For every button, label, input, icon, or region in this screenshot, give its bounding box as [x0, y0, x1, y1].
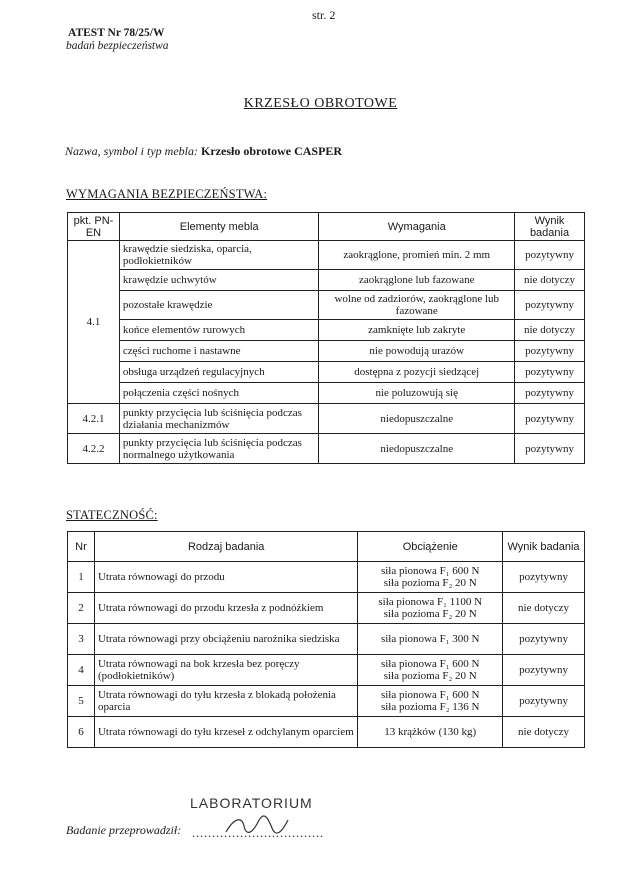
header-elementy: Elementy mebla: [119, 213, 319, 241]
element-cell: krawędzie siedziska, oparcia, podłokietników: [119, 241, 319, 270]
signature: [222, 812, 292, 838]
pkt-number: 4.1: [68, 241, 120, 404]
result-cell: pozytywny: [515, 362, 585, 383]
result-cell: nie dotyczy: [515, 270, 585, 291]
result-cell: pozytywny: [515, 434, 585, 464]
result-cell: pozytywny: [503, 686, 585, 717]
test-type-cell: Utrata równowagi do tyłu krzeseł z odchylanym oparciem: [94, 717, 357, 748]
requirement-cell: nie powodują urazów: [319, 341, 515, 362]
requirement-cell: zamknięte lub zakryte: [319, 320, 515, 341]
test-type-cell: Utrata równowagi do tyłu krzesła z blokadą położenia oparcia: [94, 686, 357, 717]
requirement-cell: nie poluzowują się: [319, 383, 515, 404]
stability-section-title: STATECZNOŚĆ:: [66, 508, 158, 522]
row-number: 3: [68, 624, 95, 655]
test-type-cell: Utrata równowagi do przodu krzesła z podnóżkiem: [94, 593, 357, 624]
atest-number: ATEST Nr 78/25/W: [68, 27, 165, 39]
header-pkt: pkt. PN-EN: [68, 213, 120, 241]
stability-header-row: [68, 532, 585, 562]
table-row: [68, 270, 585, 291]
result-cell: pozytywny: [515, 383, 585, 404]
table-row: [68, 686, 585, 717]
result-cell: pozytywny: [503, 655, 585, 686]
result-cell: pozytywny: [503, 624, 585, 655]
table-row: [68, 320, 585, 341]
product-line: [65, 144, 342, 159]
load-cell: 13 krążków (130 kg): [358, 717, 503, 748]
result-cell: pozytywny: [503, 562, 585, 593]
test-type-cell: Utrata równowagi na bok krzesła bez poręczy (podłokietników): [94, 655, 357, 686]
table-row: [68, 362, 585, 383]
result-cell: nie dotyczy: [515, 320, 585, 341]
table-row: [68, 624, 585, 655]
tested-by-label: Badanie przeprowadził:: [66, 823, 182, 837]
pkt-number: 4.2.1: [68, 404, 120, 434]
result-cell: pozytywny: [515, 291, 585, 320]
stability-table: [67, 531, 585, 748]
row-number: 6: [68, 717, 95, 748]
safety-section-title: WYMAGANIA BEZPIECZEŃSTWA:: [66, 187, 268, 201]
requirement-cell: zaokrąglone lub fazowane: [319, 270, 515, 291]
safety-table: [67, 212, 585, 464]
header-rodzaj: Rodzaj badania: [94, 532, 357, 562]
table-row: [68, 434, 585, 464]
result-cell: pozytywny: [515, 404, 585, 434]
result-cell: nie dotyczy: [503, 717, 585, 748]
load-cell: siła pionowa F₁ 600 N siła pozioma F₂ 136 N: [358, 686, 503, 717]
load-cell: siła pionowa F₁ 300 N: [358, 624, 503, 655]
header-wynik: Wynik badania: [515, 213, 585, 241]
element-cell: krawędzie uchwytów: [119, 270, 319, 291]
element-cell: pozostałe krawędzie: [119, 291, 319, 320]
header-nr: Nr: [68, 532, 95, 562]
table-row: [68, 291, 585, 320]
table-row: [68, 241, 585, 270]
laboratory-stamp: LABORATORIUM: [190, 795, 313, 811]
header-obciazenie: Obciążenie: [358, 532, 503, 562]
row-number: 5: [68, 686, 95, 717]
document-title: KRZESŁO OBROTOWE: [243, 96, 398, 111]
load-cell: siła pionowa F₁ 600 N siła pozioma F₂ 20 N: [358, 655, 503, 686]
table-row: [68, 341, 585, 362]
row-number: 4: [68, 655, 95, 686]
table-row: [68, 562, 585, 593]
element-cell: punkty przycięcia lub ściśnięcia podczas normalnego użytkowania: [119, 434, 319, 464]
test-type-cell: Utrata równowagi przy obciążeniu narożnika siedziska: [94, 624, 357, 655]
element-cell: połączenia części nośnych: [119, 383, 319, 404]
element-cell: części ruchome i nastawne: [119, 341, 319, 362]
product-name: Krzesło obrotowe CASPER: [201, 144, 343, 158]
test-type-cell: Utrata równowagi do przodu: [94, 562, 357, 593]
element-cell: obsługa urządzeń regulacyjnych: [119, 362, 319, 383]
pkt-number: 4.2.2: [68, 434, 120, 464]
requirement-cell: niedopuszczalne: [319, 404, 515, 434]
product-label: Nazwa, symbol i typ mebla:: [65, 144, 198, 158]
element-cell: punkty przycięcia lub ściśnięcia podczas działania mechanizmów: [119, 404, 319, 434]
result-cell: nie dotyczy: [503, 593, 585, 624]
table-row: [68, 383, 585, 404]
element-cell: końce elementów rurowych: [119, 320, 319, 341]
table-row: [68, 404, 585, 434]
load-cell: siła pionowa F₁ 600 N siła pozioma F₂ 20 N: [358, 562, 503, 593]
header-wynik-stab: Wynik badania: [503, 532, 585, 562]
result-cell: pozytywny: [515, 241, 585, 270]
requirement-cell: zaokrąglone, promień min. 2 mm: [319, 241, 515, 270]
header-wymagania: Wymagania: [319, 213, 515, 241]
page-number: str. 2: [312, 8, 336, 22]
result-cell: pozytywny: [515, 341, 585, 362]
table-row: [68, 655, 585, 686]
row-number: 2: [68, 593, 95, 624]
signature-line: .................................: [192, 826, 324, 840]
safety-header-row: [68, 213, 585, 241]
table-row: [68, 717, 585, 748]
requirement-cell: niedopuszczalne: [319, 434, 515, 464]
requirement-cell: dostępna z pozycji siedzącej: [319, 362, 515, 383]
load-cell: siła pionowa F₁ 1100 N siła pozioma F₂ 20 N: [358, 593, 503, 624]
requirement-cell: wolne od zadziorów, zaokrąglone lub fazowane: [319, 291, 515, 320]
atest-subtitle: badań bezpieczeństwa: [66, 40, 169, 52]
row-number: 1: [68, 562, 95, 593]
table-row: [68, 593, 585, 624]
